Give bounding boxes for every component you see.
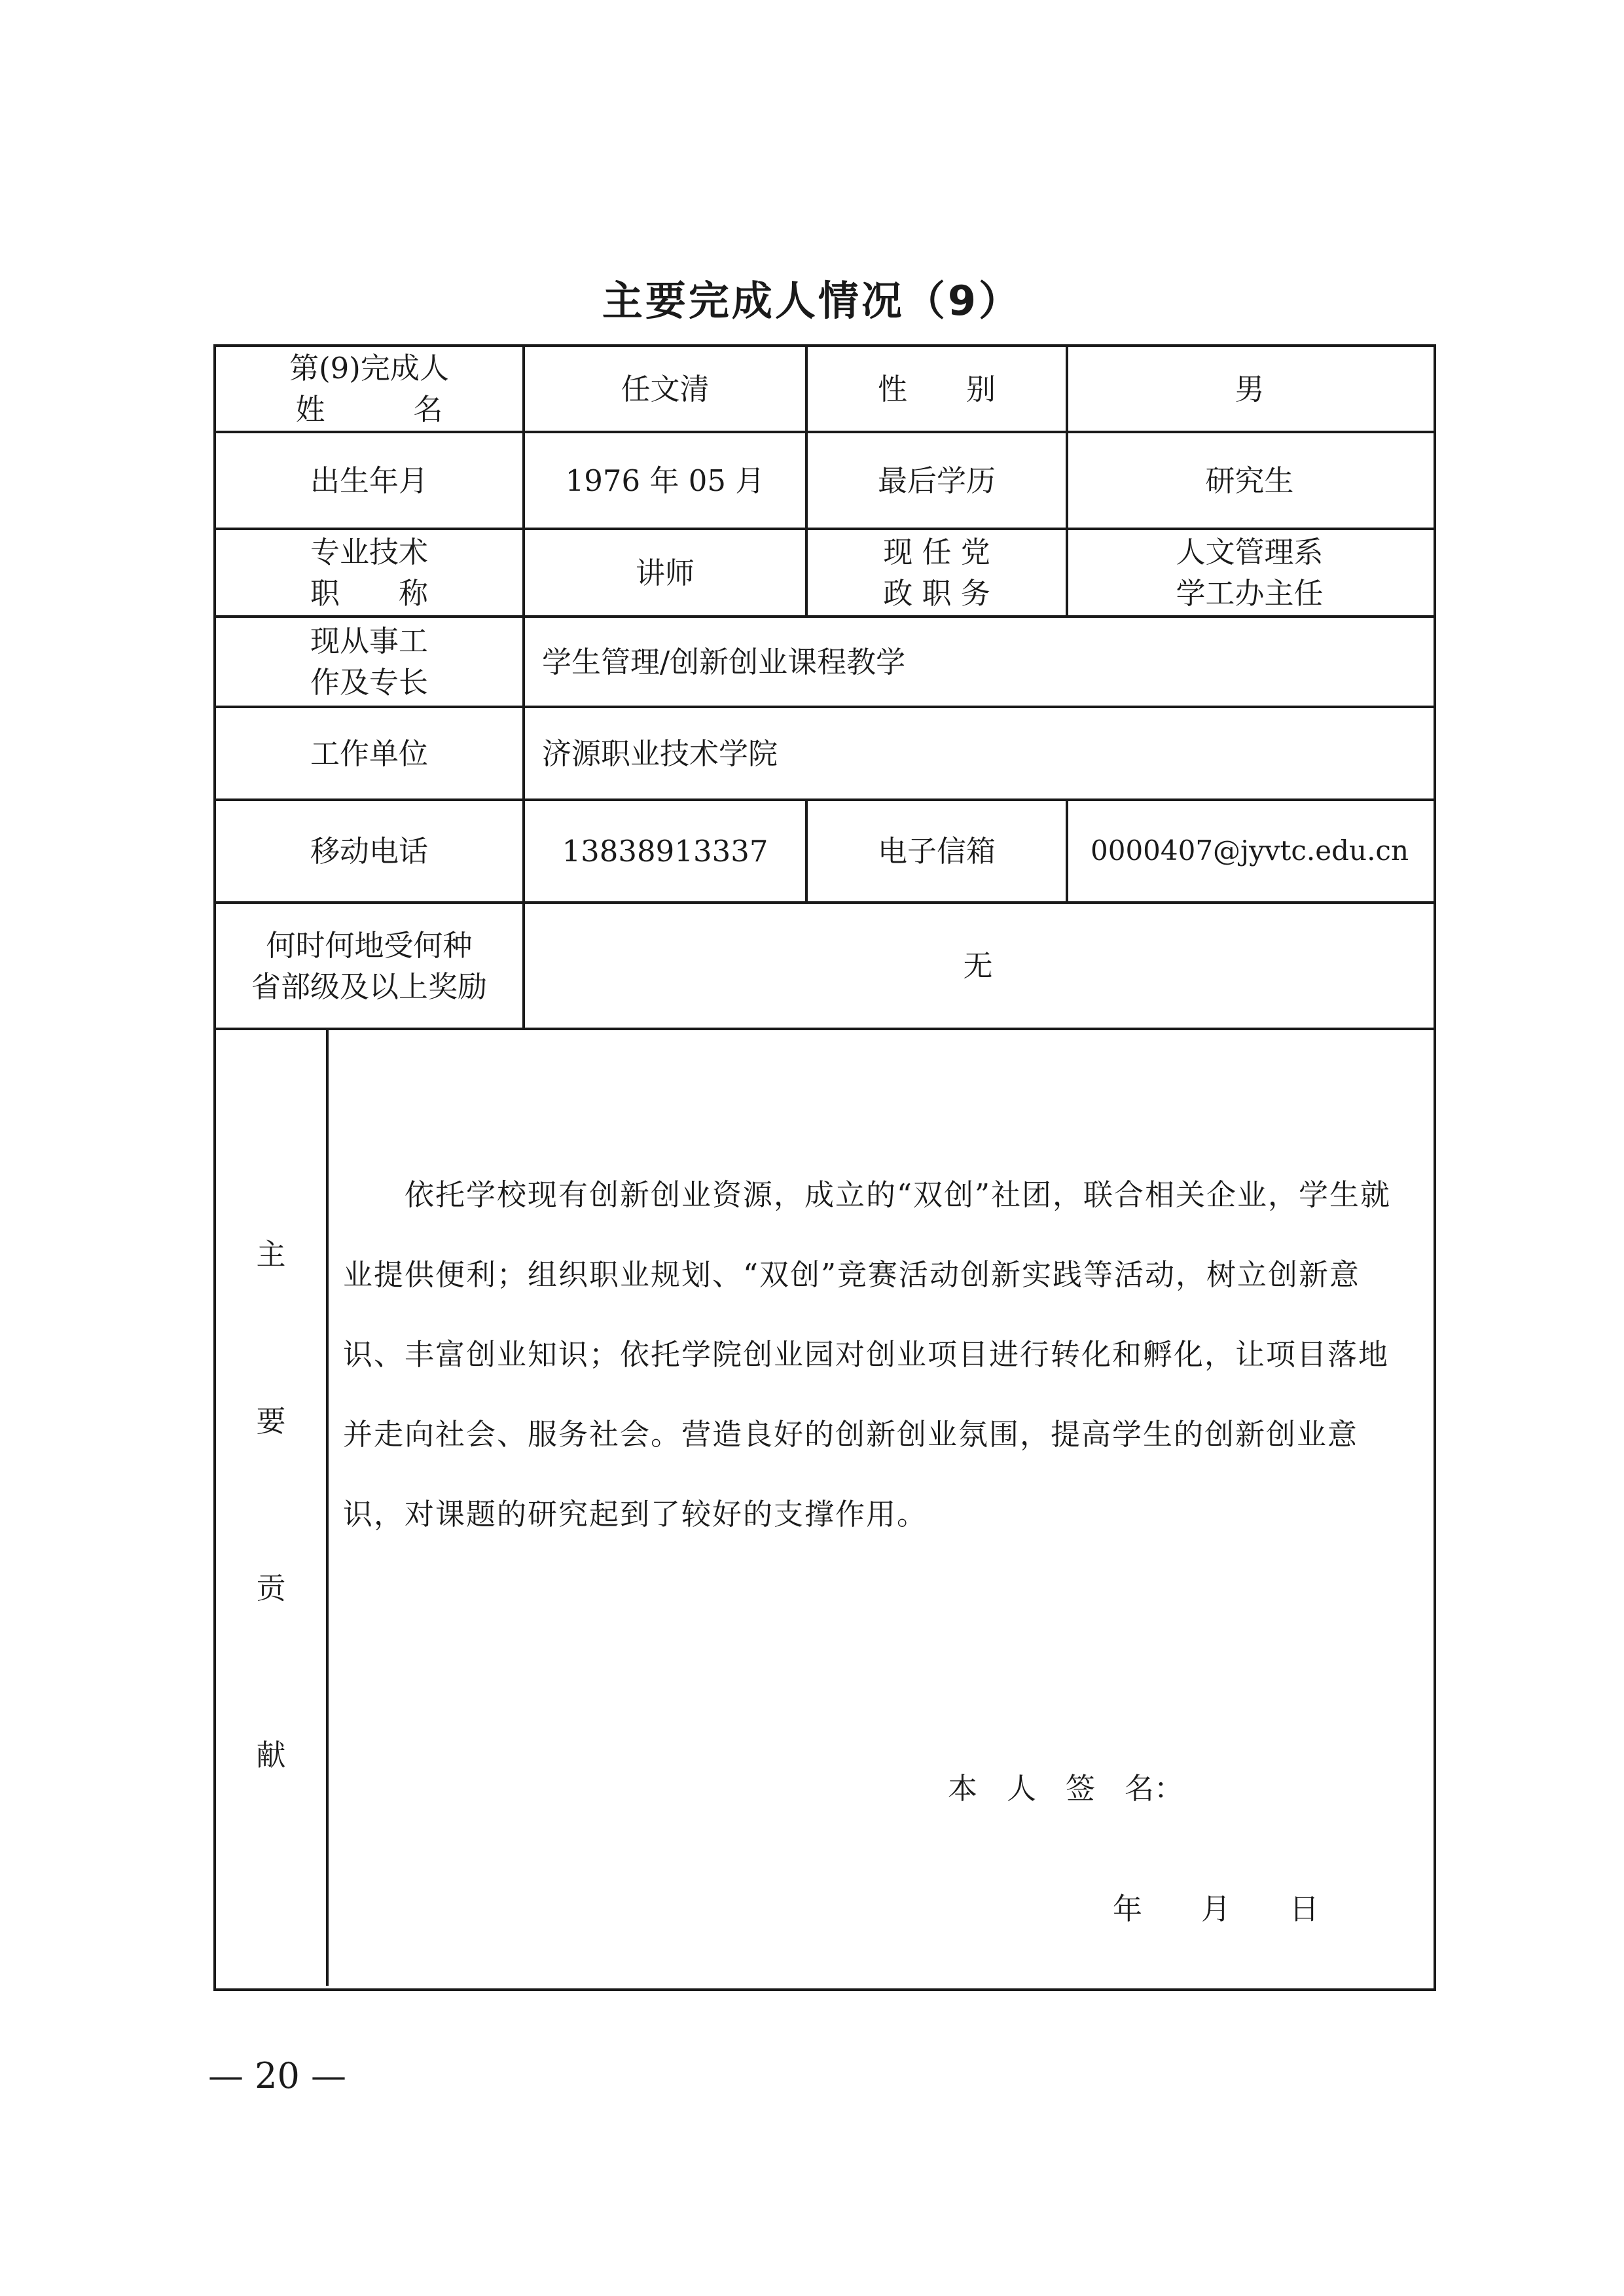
email-label <box>808 801 1066 901</box>
education-value-text: 研究生 <box>1205 463 1294 498</box>
name-value <box>525 347 805 431</box>
phone-label-text: 移动电话 <box>310 834 428 869</box>
current-work-value <box>525 618 1431 706</box>
party-post-label-line-2: 政 职 务 <box>883 576 990 611</box>
email-label-text: 电子信箱 <box>877 834 996 869</box>
gender-label-text: 性 别 <box>877 371 996 406</box>
contribution-label-char-2: 要 <box>256 1404 286 1439</box>
phone-label <box>216 801 522 901</box>
work-unit-label <box>216 708 522 798</box>
award-label <box>216 904 522 1028</box>
party-post-label-line-1: 现 任 党 <box>883 535 990 569</box>
gender-label <box>808 347 1066 431</box>
party-post-value-line-1: 人文管理系 <box>1176 535 1324 569</box>
gender-value <box>1068 347 1431 431</box>
phone-value <box>525 801 805 901</box>
award-label-line-2: 省部级及以上奖励 <box>251 969 487 1004</box>
professional-title-value-text: 讲师 <box>635 555 695 590</box>
column-divider <box>326 1028 329 1986</box>
contribution-label-char-3: 贡 <box>256 1571 286 1605</box>
current-work-label <box>216 618 522 706</box>
name-value-text: 任文清 <box>621 371 710 406</box>
contribution-label-char-4: 献 <box>256 1738 286 1772</box>
party-post-label <box>808 530 1066 615</box>
birth-value <box>525 433 805 528</box>
page-title: 主要完成人情况（9） <box>602 277 1022 325</box>
education-label <box>808 433 1066 528</box>
education-label-text: 最后学历 <box>877 463 996 498</box>
signature-date: 年 月 日 <box>1113 1892 1320 1926</box>
signature-label: 本 人 签 名： <box>948 1771 1184 1806</box>
professional-title-value <box>525 530 805 615</box>
birth-value-text: 1976 年 05 月 <box>565 463 765 498</box>
page-number: — 20 — <box>208 2055 347 2096</box>
work-unit-value <box>525 708 1431 798</box>
current-work-label-line-2: 作及专长 <box>310 665 428 700</box>
birth-label-text: 出生年月 <box>310 463 428 498</box>
name-label-line-1: 第(9)完成人 <box>289 351 449 386</box>
email-value-text: 0000407@jyvtc.edu.cn <box>1091 834 1409 867</box>
professional-title-label-line-2: 职 称 <box>310 576 428 611</box>
name-label-line-2: 姓 名 <box>295 392 443 427</box>
work-unit-value-text: 济源职业技术学院 <box>542 736 778 771</box>
work-unit-label-text: 工作单位 <box>310 736 428 771</box>
email-value <box>1068 801 1431 901</box>
professional-title-label <box>216 530 522 615</box>
education-value <box>1068 433 1431 528</box>
award-label-line-1: 何时何地受何种 <box>266 927 473 963</box>
contribution-paragraph: 依托学校现有创新创业资源，成立的“双创”社团，联合相关企业，学生就业提供便利；组织职业规划、“双创”竞赛活动创新实践等活动，树立创新意识、丰富创业知识；依托学院创业园对创业项目进行转化和孵化，让项目落地并走向社会、服务社会。营造良好的创新创业氛围，提高学生的创新创业意识，对课题的研究起到了较好的支撑作用。 <box>343 1177 1392 1532</box>
phone-value-text: 13838913337 <box>562 834 768 869</box>
professional-title-label-line-1: 专业技术 <box>310 535 428 569</box>
gender-value-text: 男 <box>1235 371 1265 406</box>
award-value <box>525 904 1431 1028</box>
award-value-text: 无 <box>963 948 993 983</box>
row-divider <box>213 1028 1434 1030</box>
birth-label <box>216 433 522 528</box>
party-post-value-line-2: 学工办主任 <box>1176 576 1324 611</box>
current-work-value-text: 学生管理/创新创业课程教学 <box>542 644 906 679</box>
name-label <box>216 347 522 431</box>
party-post-value <box>1068 530 1431 615</box>
contribution-label-char-1: 主 <box>256 1237 286 1272</box>
current-work-label-line-1: 现从事工 <box>310 624 428 658</box>
